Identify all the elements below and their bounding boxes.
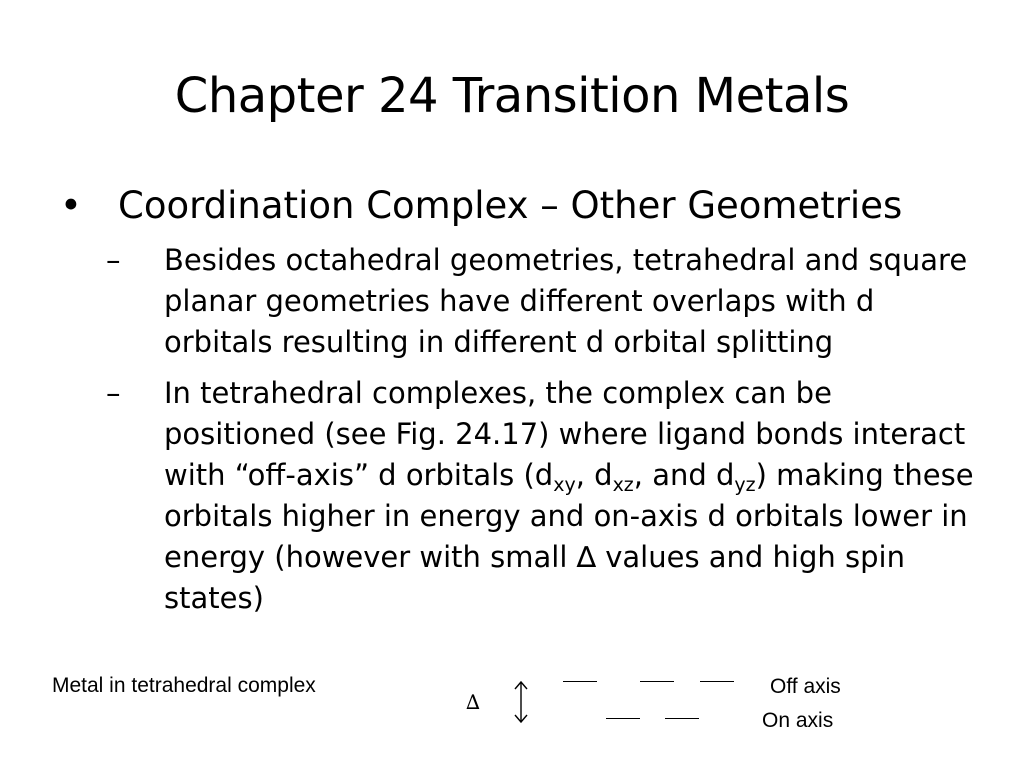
text-part: In tetrahedral complexes, the complex can be positioned (see Fig. 24.17) where ligand bonds interact with “off-axis” d orbitals (d (164, 376, 966, 492)
subscript-yz: yz (734, 474, 756, 496)
main-bullet (60, 182, 902, 230)
text-part: , and d (633, 458, 735, 492)
sub-bullet-2-text (164, 373, 986, 619)
off-axis-label: Off axis (770, 675, 841, 698)
off-axis-level (700, 681, 734, 682)
off-axis-level (640, 681, 674, 682)
subscript-xy: xy (553, 474, 576, 496)
bullet-symbol: • (60, 184, 82, 227)
diagram-label: Metal in tetrahedral complex (52, 674, 316, 697)
text-part: ) making these orbitals higher in energy and on-axis d orbitals lower in energy (however with small ∆ values and high spin states) (164, 458, 974, 615)
on-axis-level (665, 718, 699, 719)
on-axis-level (606, 718, 640, 719)
sub-bullet-2 (106, 373, 986, 619)
double-arrow-icon (510, 680, 532, 724)
delta-symbol: ∆ (466, 690, 480, 714)
on-axis-label: On axis (762, 709, 834, 732)
slide-title: Chapter 24 Transition Metals (174, 68, 850, 124)
dash-symbol: – (106, 376, 121, 410)
main-bullet-text: Coordination Complex – Other Geometries (118, 184, 903, 227)
dash-symbol: – (106, 243, 121, 277)
sub-bullet-1-text: Besides octahedral geometries, tetrahedral and square planar geometries have different overlaps with d orbitals resulting in different d orbital splitting (164, 243, 968, 359)
subscript-xz: xz (612, 474, 634, 496)
text-part: , d (575, 458, 613, 492)
off-axis-level (563, 681, 597, 682)
sub-bullet-1 (106, 240, 986, 363)
